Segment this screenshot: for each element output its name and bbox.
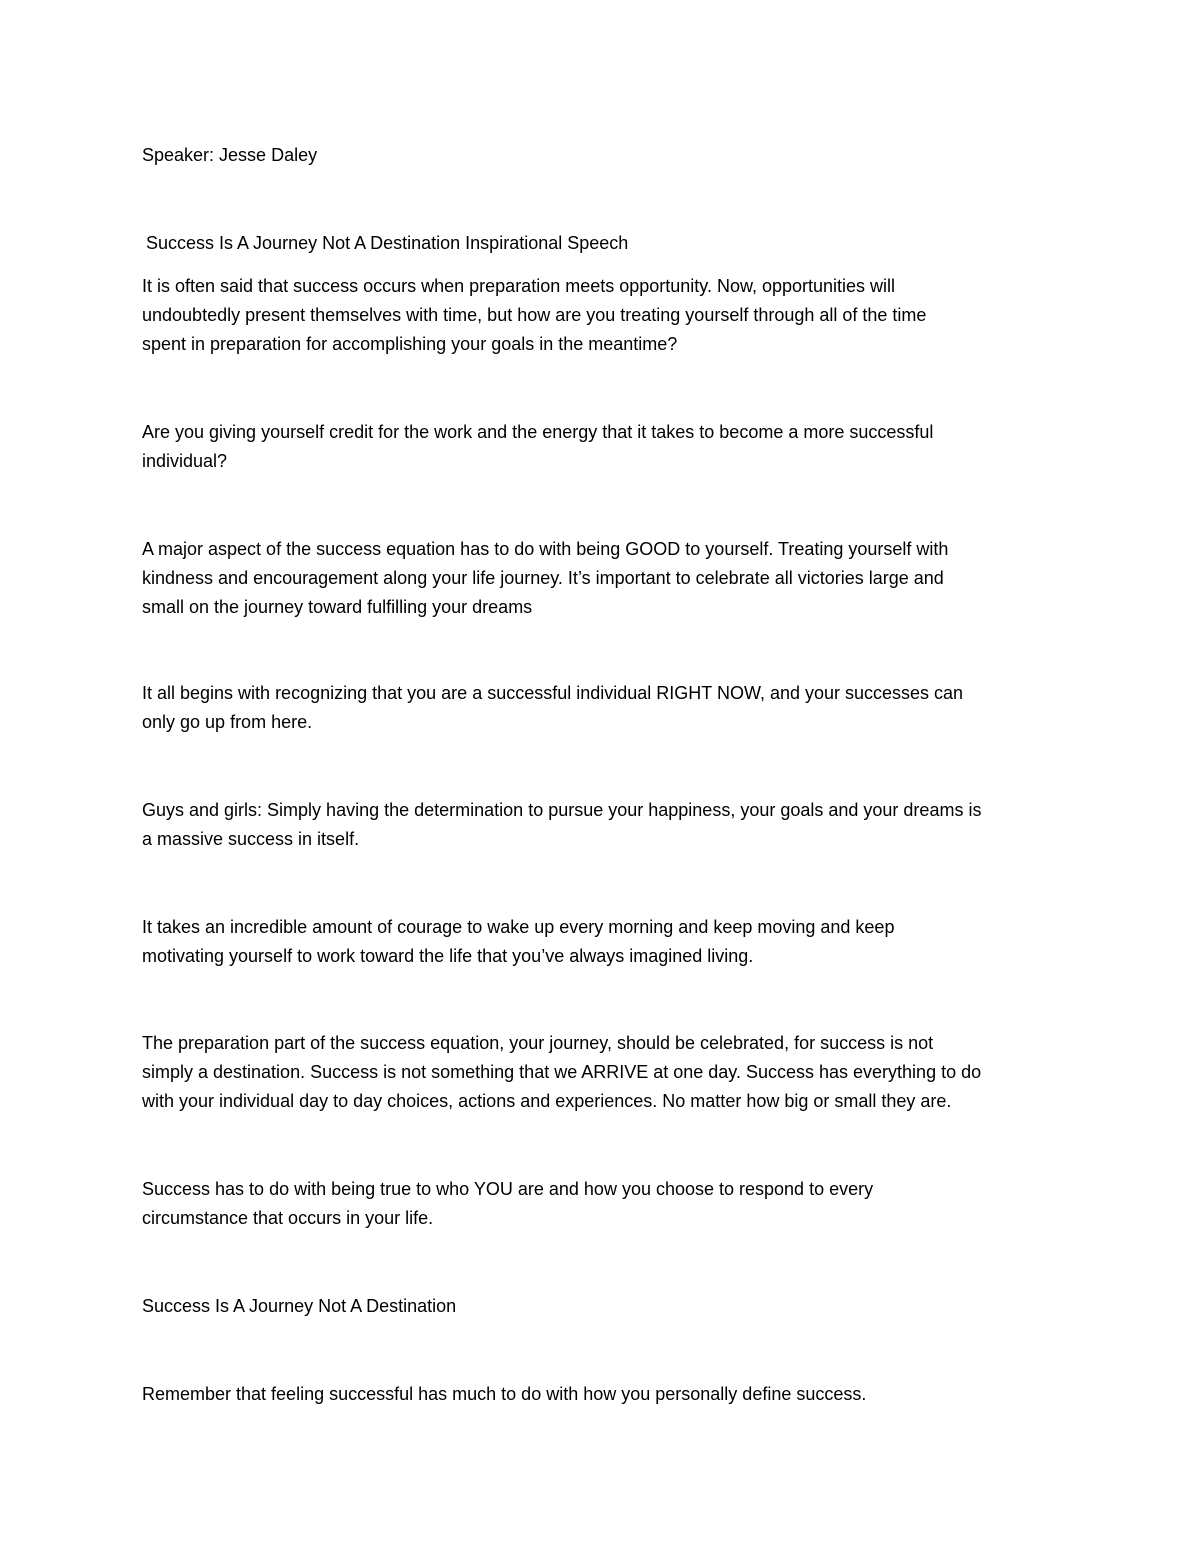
paragraph-line: Remember that feeling successful has much to do with how you personally define success. — [142, 1384, 867, 1404]
paragraph-line: Success Is A Journey Not A Destination — [142, 1296, 457, 1316]
paragraph-line: a massive success in itself. — [142, 829, 360, 849]
paragraph-line: undoubtedly present themselves with time, but how are you treating yourself through all of the time — [142, 305, 927, 325]
paragraph-line: spent in preparation for accomplishing your goals in the meantime? — [142, 334, 678, 354]
speaker-line — [142, 141, 1077, 170]
paragraph-line: Guys and girls: Simply having the determination to pursue your happiness, your goals and your dreams is — [142, 800, 982, 820]
paragraph-10 — [142, 1380, 1077, 1409]
paragraph-line: kindness and encouragement along your life journey. It’s important to celebrate all victories large and — [142, 568, 944, 588]
paragraph-4 — [142, 679, 1077, 737]
paragraph-8 — [142, 1175, 1077, 1233]
paragraph-3 — [142, 535, 1077, 622]
paragraph-line: individual? — [142, 451, 228, 471]
paragraph-1 — [142, 272, 1077, 359]
paragraph-7 — [142, 1029, 1077, 1116]
paragraph-6 — [142, 913, 1077, 971]
speaker-text: Speaker: Jesse Daley — [142, 145, 318, 165]
paragraph-5 — [142, 796, 1077, 854]
paragraph-line: Are you giving yourself credit for the work and the energy that it takes to become a more successful — [142, 422, 934, 442]
title-text: Success Is A Journey Not A Destination Inspirational Speech — [146, 233, 629, 253]
paragraph-line: only go up from here. — [142, 712, 313, 732]
paragraph-line: small on the journey toward fulfilling your dreams — [142, 597, 533, 617]
paragraph-line: circumstance that occurs in your life. — [142, 1208, 434, 1228]
paragraph-2 — [142, 418, 1077, 476]
paragraph-line: Success has to do with being true to who YOU are and how you choose to respond to every — [142, 1179, 874, 1199]
paragraph-line: It takes an incredible amount of courage to wake up every morning and keep moving and keep — [142, 917, 895, 937]
paragraph-9 — [142, 1292, 1077, 1321]
paragraph-line: A major aspect of the success equation has to do with being GOOD to yourself. Treating yourself with — [142, 539, 949, 559]
document-title — [146, 229, 1081, 258]
paragraph-line: It is often said that success occurs when preparation meets opportunity. Now, opportunities will — [142, 276, 896, 296]
paragraph-line: It all begins with recognizing that you are a successful individual RIGHT NOW, and your successes can — [142, 683, 964, 703]
paragraph-line: simply a destination. Success is not something that we ARRIVE at one day. Success has everything to do — [142, 1062, 982, 1082]
paragraph-line: with your individual day to day choices, actions and experiences. No matter how big or small they are. — [142, 1091, 952, 1111]
paragraph-line: motivating yourself to work toward the life that you’ve always imagined living. — [142, 946, 754, 966]
paragraph-line: The preparation part of the success equation, your journey, should be celebrated, for success is not — [142, 1033, 934, 1053]
